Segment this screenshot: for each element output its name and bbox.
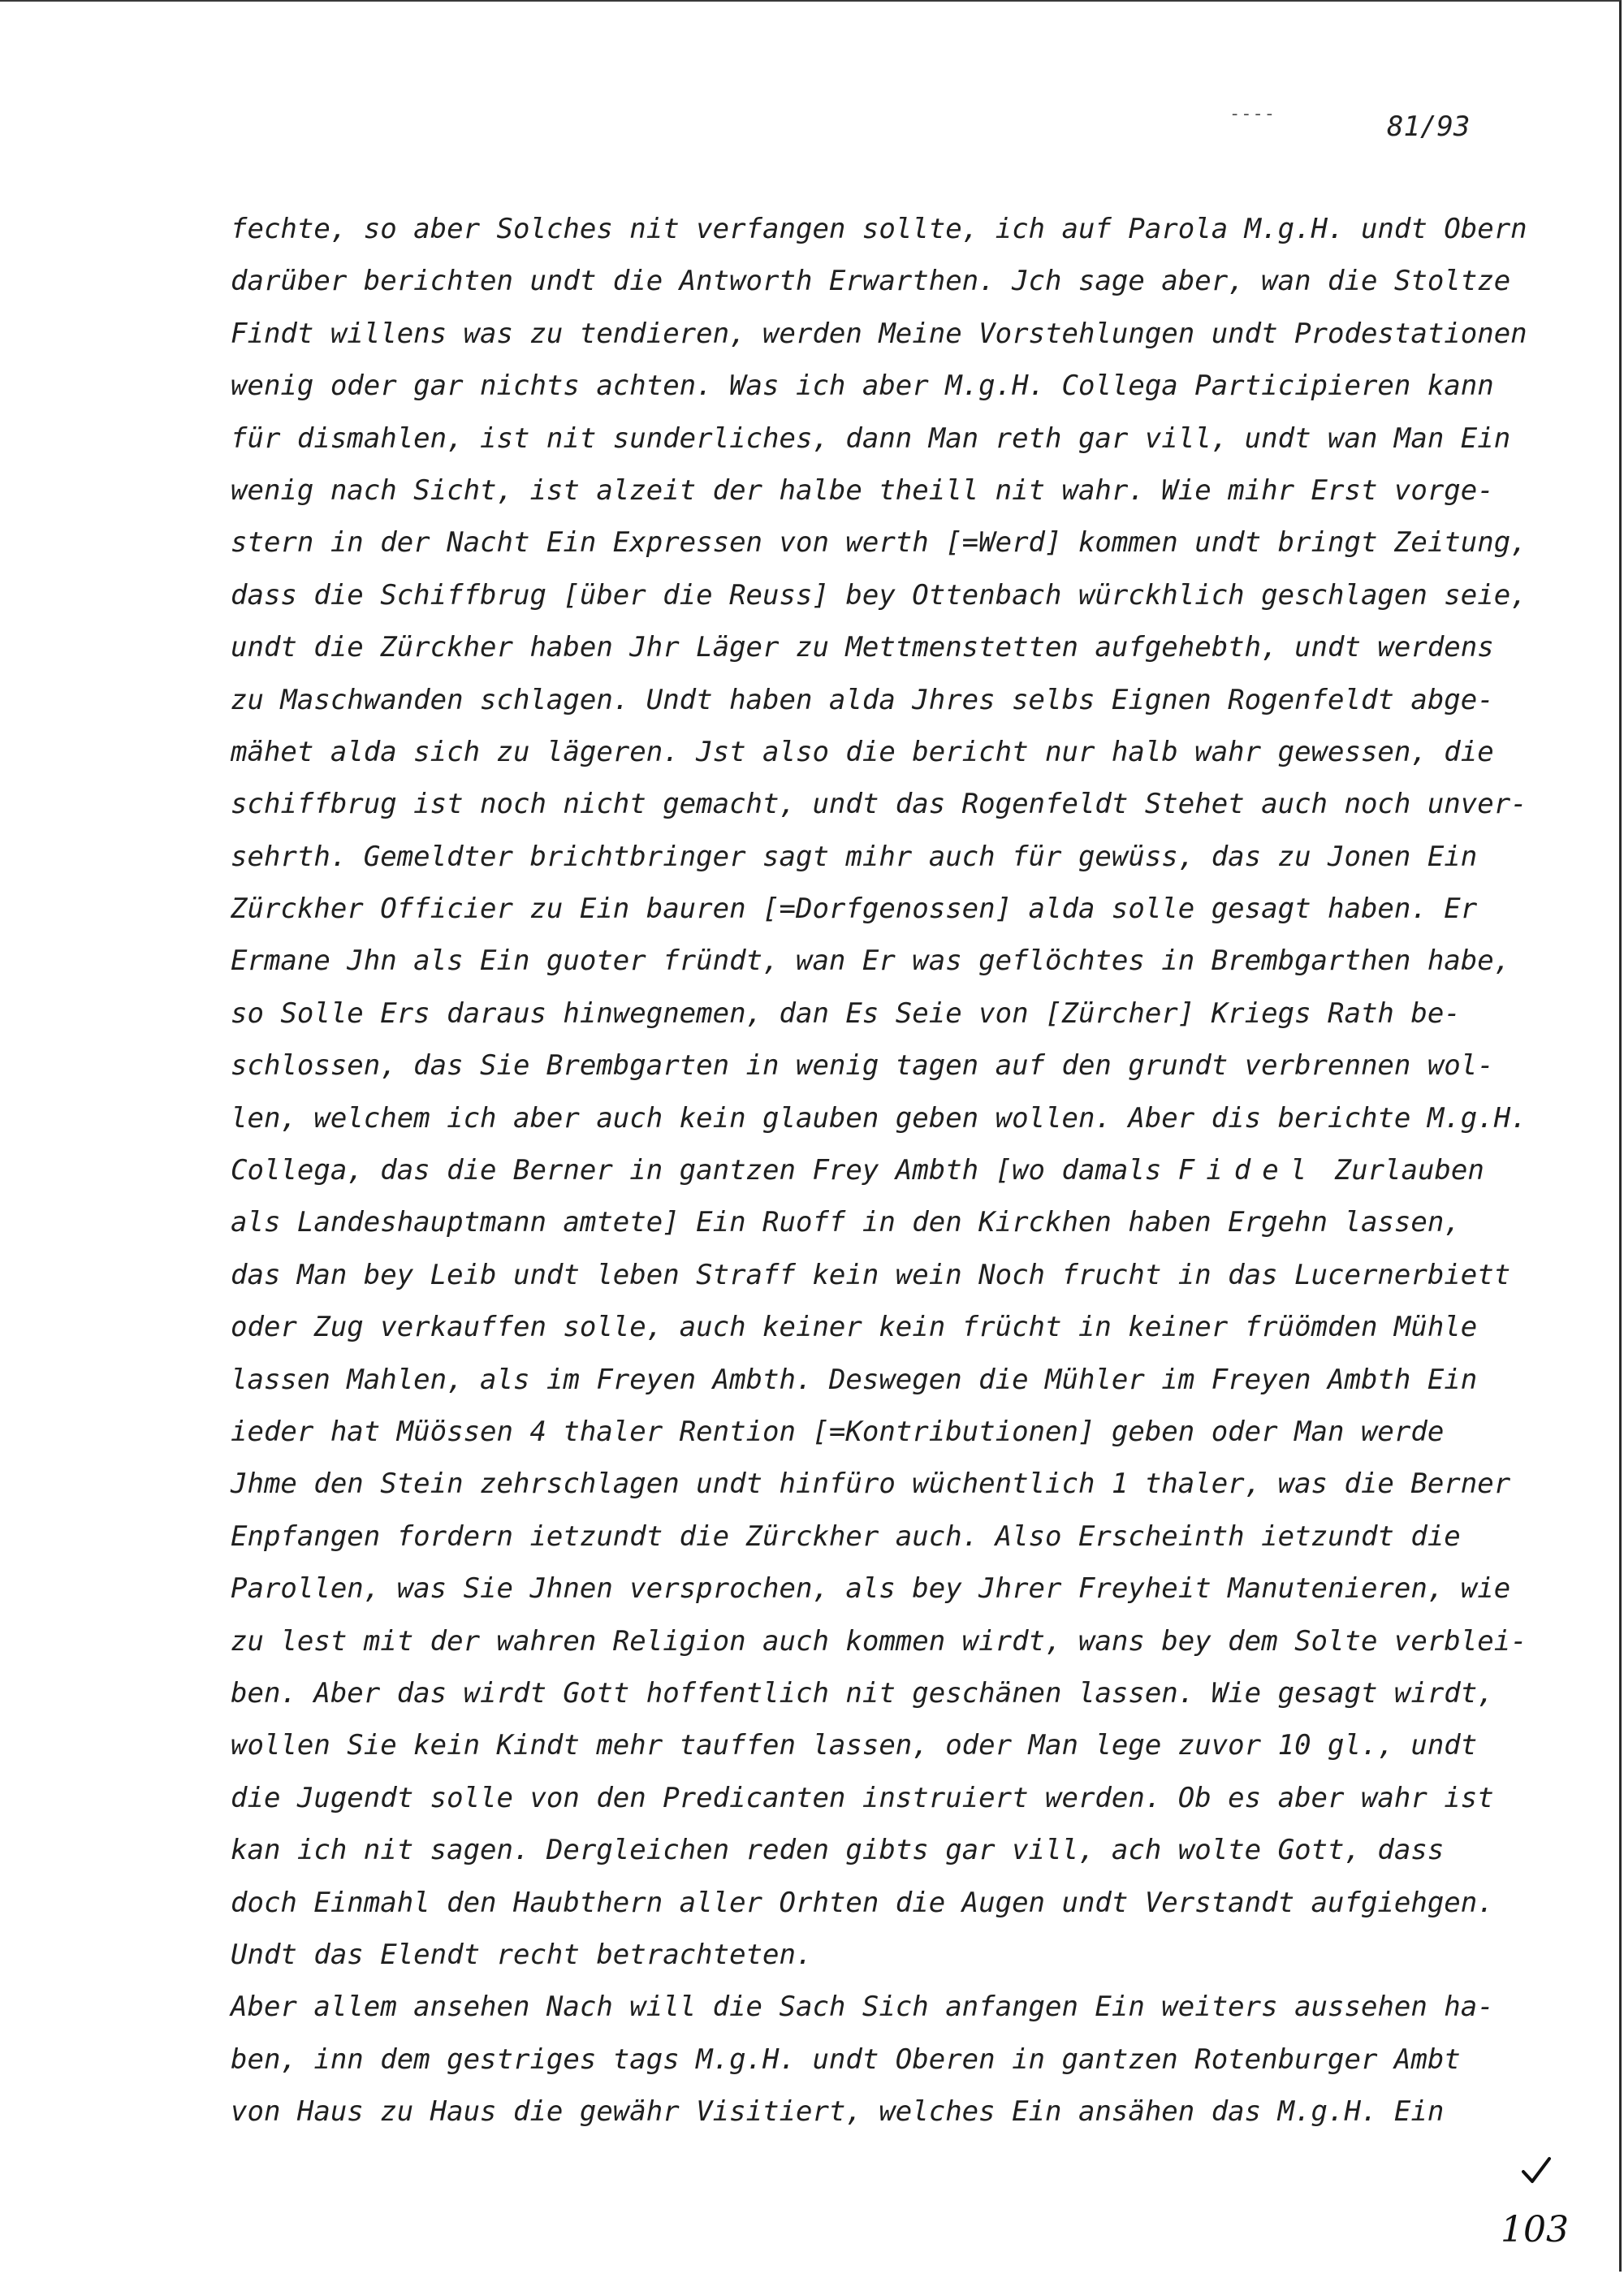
text-line: so Solle Ers daraus hinwegnemen, dan Es Seie von [Zürcher] Kriegs Rath be- [231,996,1461,1030]
text-line: lassen Mahlen, als im Freyen Ambth. Deswegen die Mühler im Freyen Ambth Ein [231,1363,1478,1396]
text-line: ben. Aber das wirdt Gott hoffentlich nit geschänen lassen. Wie gesagt wirdt, [231,1676,1494,1710]
text-line: stern in der Nacht Ein Expressen von werth [=Werd] kommen undt bringt Zeitung, [231,526,1527,560]
text-line: fechte, so aber Solches nit verfangen sollte, ich auf Parola M.g.H. undt Obern [231,213,1527,245]
text-line: doch Einmahl den Haubthern aller Orhten die Augen undt Verstandt aufgiehgen. [231,1886,1494,1919]
spaced-name: Fidel [1177,1154,1319,1187]
text-line: die Jugendt solle von den Predicanten instruiert werden. Ob es aber wahr ist [231,1781,1494,1814]
text-line: wenig nach Sicht, ist alzeit der halbe theill nit wahr. Wie mihr Erst vorge- [231,473,1494,507]
text-line: Ermane Jhn als Ein guoter fründt, wan Er was geflöchtes in Brembgarthen habe, [231,945,1511,978]
text-line: oder Zug verkauffen solle, auch keiner kein frücht in keiner früömden Mühle [231,1311,1478,1344]
body-text [231,203,1527,2138]
text-line: als Landeshauptmann amtete] Ein Ruoff in den Kirckhen haben Ergehn lassen, [231,1206,1461,1239]
text-segment: Zurlauben [1318,1154,1484,1187]
text-line: len, welchem ich aber auch kein glauben geben wollen. Aber dis berichte M.g.H. [231,1101,1527,1135]
text-segment: Collega, das die Berner in gantzen Frey Ambth [wo damals [231,1154,1178,1187]
text-line: Zürckher Officier zu Ein bauren [=Dorfgenossen] alda solle gesagt haben. Er [231,893,1478,926]
text-line: zu Maschwanden schlagen. Undt haben alda Jhres selbs Eignen Rogenfeldt abge- [231,683,1494,716]
text-line: für dismahlen, ist nit sunderliches, dann Man reth gar vill, undt wan Man Ein [231,422,1511,455]
page-number: 81/93 [1387,110,1471,143]
text-line: dass die Schiffbrug [über die Reuss] bey Ottenbach würckhlich geschlagen seie, [231,578,1527,612]
text-line: sehrth. Gemeldter brichtbringer sagt mihr auch für gewüss, das zu Jonen Ein [231,840,1478,873]
text-line [231,1144,1514,1196]
text-line: Aber allem ansehen Nach will die Sach Sich anfangen Ein weiters aussehen ha- [231,1991,1494,2024]
text-line: Enpfangen fordern ietzundt die Zürckher auch. Also Erscheinth ietzundt die [231,1520,1461,1553]
text-line: Jhme den Stein zehrschlagen undt hinfüro wüchentlich 1 thaler, was die Berner [231,1468,1511,1501]
text-line: Findt willens was zu tendieren, werden Meine Vorstehlungen undt Prodestationen [231,317,1527,350]
text-line: kan ich nit sagen. Dergleichen reden gibts gar vill, ach wolte Gott, dass [231,1834,1445,1867]
text-line: ben, inn dem gestriges tags M.g.H. undt Oberen in gantzen Rotenburger Ambt [231,2043,1461,2076]
text-line: darüber berichten undt die Antworth Erwarthen. Jch sage aber, wan die Stoltze [231,265,1511,298]
text-line: wollen Sie kein Kindt mehr tauffen lassen, oder Man lege zuvor 10 gl., undt [231,1729,1478,1762]
text-line: schlossen, das Sie Brembgarten in wenig tagen auf den grundt verbrennen wol- [231,1049,1494,1083]
text-line: zu lest mit der wahren Religion auch kommen wirdt, wans bey dem Solte verblei- [231,1624,1527,1658]
check-mark-icon [1520,2155,1553,2188]
text-line: Undt das Elendt recht betrachteten. [231,1938,813,1971]
text-line: ieder hat Müössen 4 thaler Rention [=Kontributionen] geben oder Man werde [231,1415,1445,1448]
text-line: von Haus zu Haus die gewähr Visitiert, welches Ein ansähen das M.g.H. Ein [231,2095,1445,2129]
text-line: schiffbrug ist noch nicht gemacht, undt das Rogenfeldt Stehet auch noch unver- [231,788,1527,821]
text-line: mähet alda sich zu lägeren. Jst also die bericht nur halb wahr gewessen, die [231,735,1494,768]
text-line: Parollen, was Sie Jhnen versprochen, als bey Jhrer Freyheit Manutenieren, wie [231,1572,1511,1606]
text-line: undt die Zürckher haben Jhr Läger zu Mettmenstetten aufgehebth, undt werdens [231,631,1494,664]
header-dash-mark: ---- [1229,104,1276,124]
text-line: das Man bey Leib undt leben Straff kein wein Noch frucht in das Lucernerbiett [231,1258,1511,1291]
archive-number: 103 [1501,2209,1569,2250]
text-line: wenig oder gar nichts achten. Was ich aber M.g.H. Collega Participieren kann [231,370,1494,403]
